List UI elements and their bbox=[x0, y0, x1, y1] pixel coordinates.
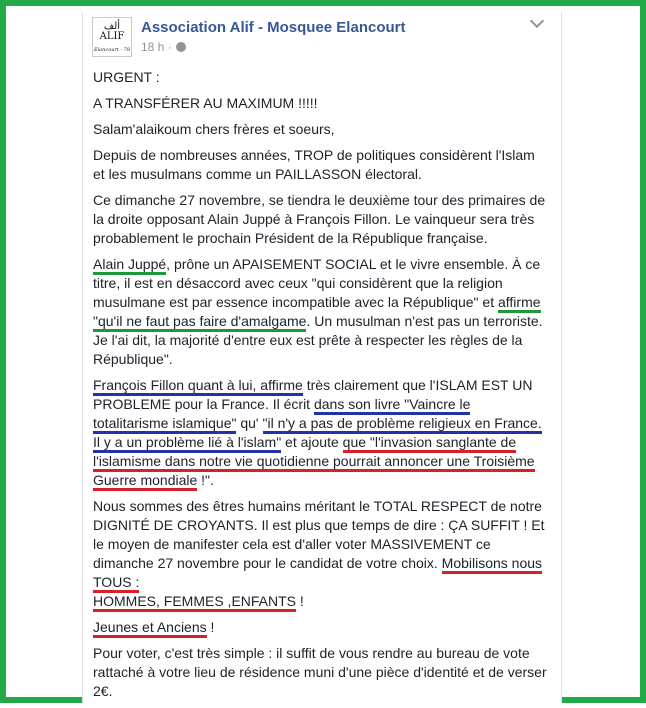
post-text: qu' bbox=[236, 415, 263, 431]
post-paragraph bbox=[93, 255, 548, 369]
post-text: Nous sommes des êtres humains méritant le TOTAL RESPECT de notre DIGNITÉ DE CROYANTS. Il est plus que temps de dire : ÇA SUFFIT ! Et le moyen de manifester cela est d'aller voter MASSIVEMENT ce dimanche 27 novembre pour le candidat de votre choix. bbox=[93, 498, 545, 571]
post-text: très clairement que l'ISLAM EST UN PROBLEME pour la France. Il écrit bbox=[93, 377, 533, 412]
underlined-text-green: Alain Juppé bbox=[93, 256, 166, 275]
post-text: , prône un APAISEMENT SOCIAL et le vivre ensemble. À ce titre, il est en désaccord avec ceux "qui considèrent que la religion musulmane est par essence incompatible avec la République" et bbox=[93, 256, 541, 310]
underlined-text-blue: "il n'y a pas de problème religieux en France. Il y a un problème lié à l'islam" bbox=[93, 415, 542, 453]
post-meta: 18 h · bbox=[141, 40, 186, 54]
page-avatar[interactable] bbox=[92, 17, 132, 57]
post-text: ! bbox=[296, 593, 304, 609]
underlined-text-red: que "l'invasion sanglante de l'islamisme dans notre vie quotidienne pourrait annoncer une Troisième Guerre mondiale bbox=[93, 434, 535, 491]
post-paragraph bbox=[93, 497, 548, 611]
post-paragraph: Depuis de nombreuses années, TROP de politiques considèrent l'Islam et les musulmans comme un PAILLASSON électoral. bbox=[93, 147, 535, 182]
underlined-text-red: Mobilisons nous TOUS : bbox=[93, 555, 542, 593]
post-paragraph: A TRANSFÉRER AU MAXIMUM !!!!! bbox=[93, 95, 318, 111]
page-name-link[interactable]: Association Alif - Mosquee Elancourt bbox=[141, 19, 406, 36]
post-text: . Un musulman n'est pas un terroriste. Je l'ai dit, la majorité d'entre eux est prête à respecter les règles de la République". bbox=[93, 313, 543, 367]
post-paragraph: Salam'alaikoum chers frères et soeurs, bbox=[93, 121, 335, 137]
underlined-text-red: HOMMES, FEMMES ,ENFANTS bbox=[93, 593, 296, 612]
underlined-text-red: Jeunes et Anciens bbox=[93, 619, 207, 638]
post-paragraph: Pour voter, c'est très simple : il suffit de vous rendre au bureau de vote rattaché à votre lieu de résidence muni d'une pièce d'identité et de verser 2€. bbox=[93, 645, 547, 699]
post-text: ! bbox=[206, 619, 215, 635]
post-text: et ajoute bbox=[281, 434, 343, 450]
underlined-text-blue: dans son livre "Vaincre le totalitarisme islamique" bbox=[93, 396, 470, 434]
post-paragraph bbox=[93, 618, 548, 637]
logo-text: ألف ALIF bbox=[99, 21, 125, 42]
post-text: !". bbox=[197, 472, 214, 488]
globe-icon bbox=[176, 42, 186, 52]
post-paragraph bbox=[93, 376, 548, 490]
post-paragraph: Ce dimanche 27 novembre, se tiendra le deuxième tour des primaires de la droite opposant Alain Juppé à François Fillon. Le vainqueur sera très probablement le prochain Président de la République française. bbox=[93, 192, 546, 246]
underlined-text-green: affirme "qu'il ne faut pas faire d'amalgame bbox=[93, 294, 541, 332]
post-timestamp[interactable]: 18 h bbox=[141, 40, 165, 54]
post-body bbox=[93, 68, 548, 708]
underlined-text-blue: François Fillon quant à lui, affirme bbox=[93, 377, 303, 396]
post-paragraph: URGENT : bbox=[93, 69, 160, 85]
logo-caption: Elancourt - 78 bbox=[93, 47, 131, 53]
